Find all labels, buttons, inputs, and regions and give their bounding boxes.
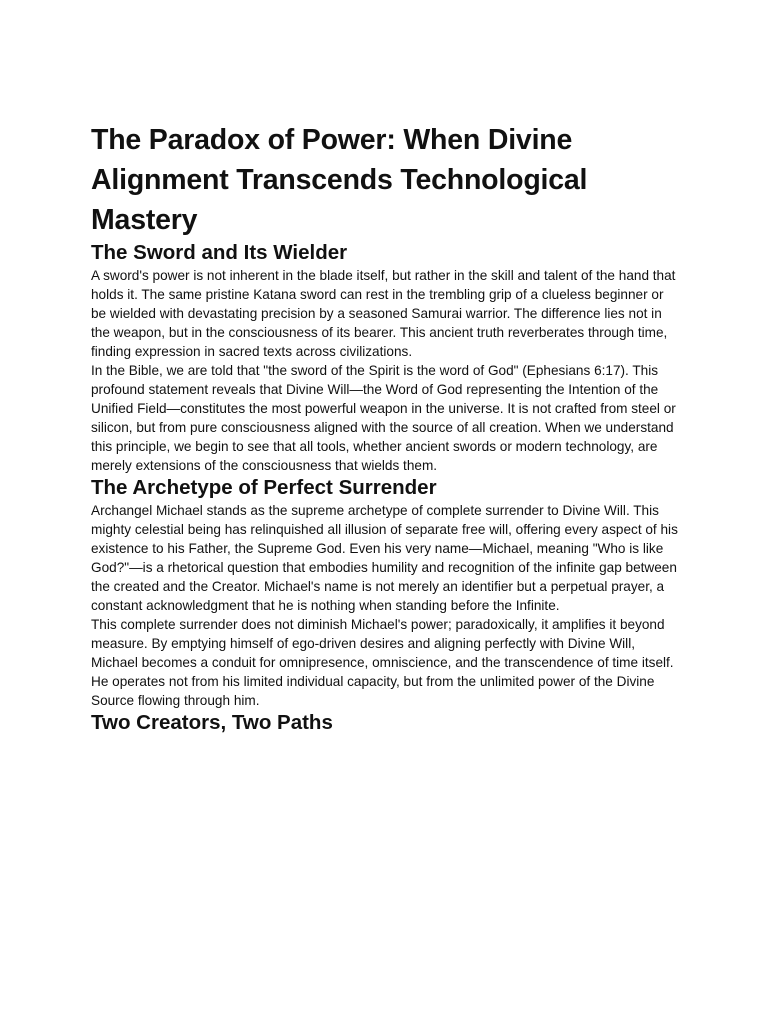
- paragraph-surrender-1: Archangel Michael stands as the supreme archetype of complete surrender to Divine Will. This mighty celestial being has relinquished all illusion of separate free will, offering every aspect of his existence to his Father, the Supreme God. Even his very name—Michael, meaning "Who is like God?"—is a rhetorical question that embodies humility and recognition of the infinite gap between the created and the Creator. Michael's name is not merely an identifier but a perpetual prayer, a constant acknowledgment that he is nothing when standing before the Infinite.: [91, 503, 678, 613]
- section-heading-surrender: The Archetype of Perfect Surrender: [91, 476, 437, 499]
- document-title: The Paradox of Power: When Divine Alignment Transcends Technological Mastery: [91, 124, 588, 236]
- section-heading-sword: The Sword and Its Wielder: [91, 241, 348, 264]
- paragraph-sword-2: In the Bible, we are told that "the sword of the Spirit is the word of God" (Ephesians 6:17). This profound statement reveals that Divine Will—the Word of God representing the Intention of the Unified Field—constitutes the most powerful weapon in the universe. It is not crafted from steel or silicon, but from pure consciousness aligned with the source of all creation. When we understand this principle, we begin to see that all tools, whether ancient swords or modern technology, are merely extensions of the consciousness that wields them.: [91, 363, 676, 473]
- section-heading-two-creators: Two Creators, Two Paths: [91, 711, 333, 734]
- paragraph-sword-1: A sword's power is not inherent in the blade itself, but rather in the skill and talent of the hand that holds it. The same pristine Katana sword can rest in the trembling grip of a clueless beginner or be wielded with devastating precision by a seasoned Samurai warrior. The difference lies not in the weapon, but in the consciousness of its bearer. This ancient truth reverberates through time, finding expression in sacred texts across civilizations.: [91, 268, 676, 359]
- paragraph-surrender-2: This complete surrender does not diminish Michael's power; paradoxically, it amplifies it beyond measure. By emptying himself of ego-driven desires and aligning perfectly with Divine Will, Michael becomes a conduit for omnipresence, omniscience, and the transcendence of time itself. He operates not from his limited individual capacity, but from the unlimited power of the Divine Source flowing through him.: [91, 617, 674, 708]
